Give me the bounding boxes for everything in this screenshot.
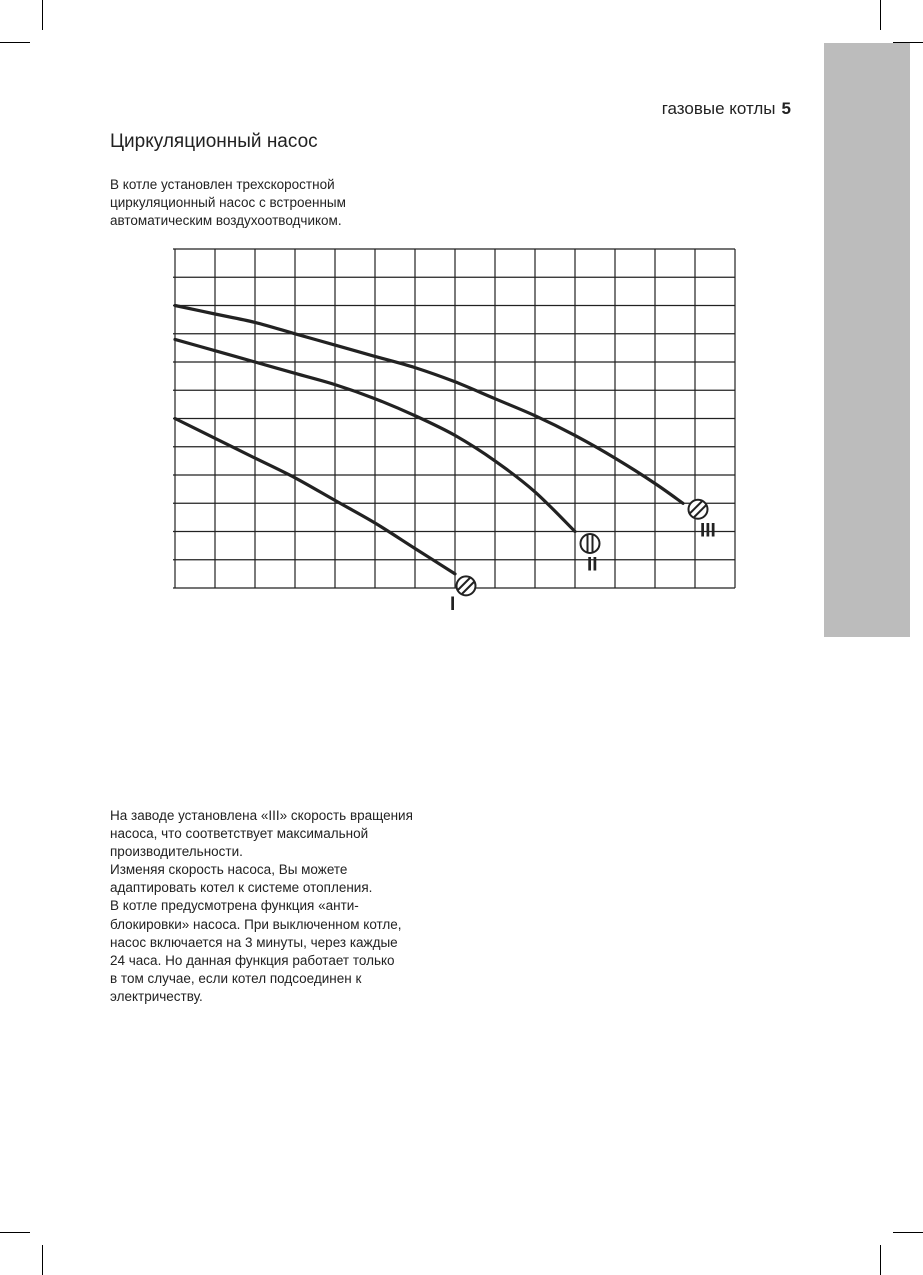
chart-curves — [175, 306, 683, 574]
speed-switch-icon — [689, 500, 708, 519]
section-tab — [824, 43, 910, 637]
crop-mark-bottom-right-horizontal — [893, 1232, 923, 1233]
speed-label-iii: III — [700, 520, 716, 542]
description-paragraph: На заводе установлена «III» скорость вращения насоса, что соответствует максимальной производительности. Изменяя скорость насоса, Вы можете адаптировать котел к системе отопления. В котле предусмотрена функция «анти- блокировки» насоса. При выключенном котле, насос включается на 3 минуты, через каждые 24 часа. Но данная функция работает только в том случае, если котел подсоединен к электричеству. — [110, 808, 413, 1004]
pump-curve-speed-ii — [175, 339, 575, 531]
crop-mark-top-right-vertical — [880, 0, 881, 30]
header-section-title: газовые котлы — [661, 99, 776, 118]
chart-grid — [173, 249, 735, 588]
speed-label-ii: II — [587, 554, 598, 576]
speed-switch-slot — [694, 505, 706, 517]
crop-mark-top-left-horizontal — [0, 42, 30, 43]
page-title: Циркуляционный насос — [110, 131, 318, 152]
crop-mark-top-left-vertical — [42, 0, 43, 30]
chart-speed-markers — [450, 500, 716, 615]
speed-switch-slot — [462, 582, 474, 594]
page-header — [662, 99, 791, 119]
pump-curve-speed-i — [175, 419, 455, 574]
speed-switch-slot — [458, 578, 470, 590]
speed-switch-icon — [581, 534, 600, 553]
intro-paragraph: В котле установлен трехскоростной циркуляционный насос с встроенным автоматическим воздухоотводчиком. — [110, 177, 346, 228]
crop-mark-bottom-left-horizontal — [0, 1232, 30, 1233]
speed-switch-icon — [457, 576, 476, 595]
crop-mark-bottom-right-vertical — [880, 1245, 881, 1275]
pump-curve-speed-iii — [175, 306, 683, 504]
page-number: 5 — [781, 99, 791, 118]
speed-switch-slot — [690, 501, 702, 513]
speed-label-i: I — [450, 593, 456, 615]
crop-mark-bottom-left-vertical — [42, 1245, 43, 1275]
